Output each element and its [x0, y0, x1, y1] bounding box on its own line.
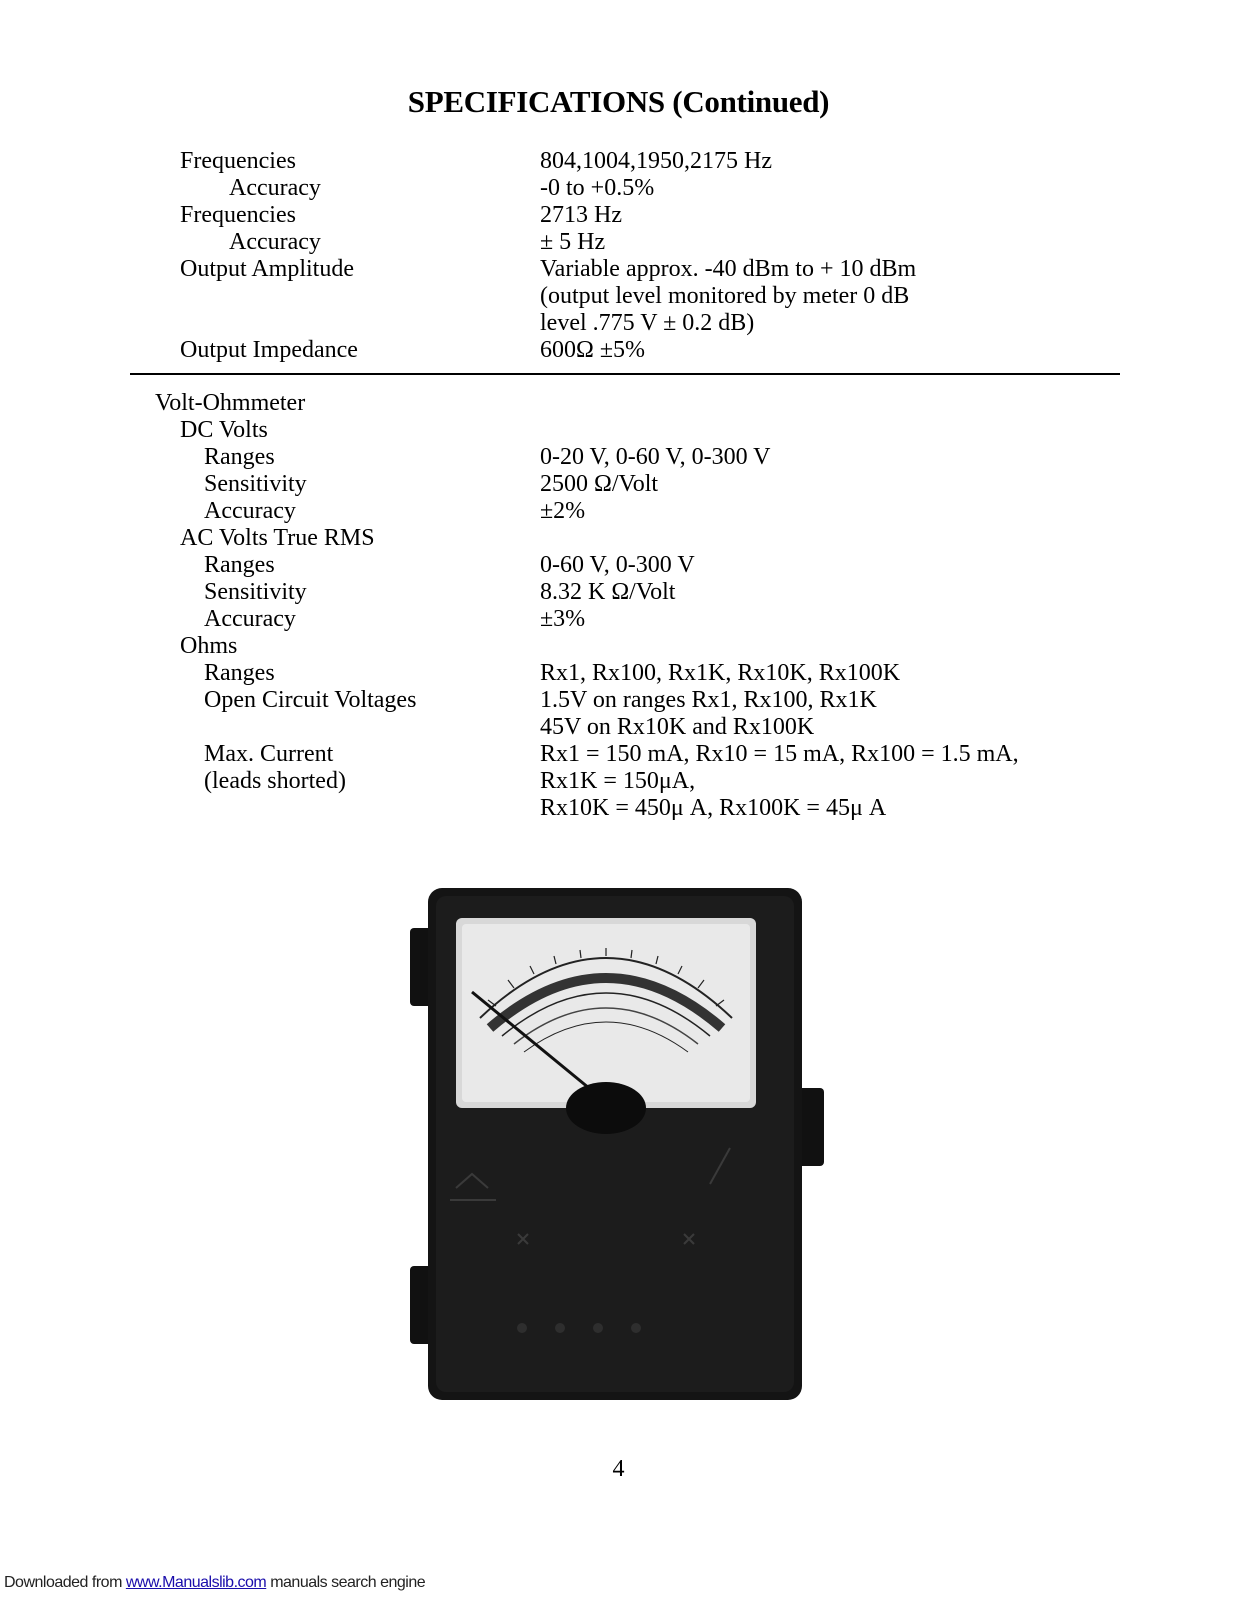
- spec-value: -0 to +0.5%: [540, 175, 655, 201]
- subsection-heading: DC Volts: [180, 417, 268, 443]
- section-heading: Volt-Ohmmeter: [155, 390, 306, 416]
- footer: [4, 1574, 425, 1592]
- spec-label: Accuracy: [204, 498, 296, 524]
- spec-label: Accuracy: [204, 606, 296, 632]
- spec-value: 600Ω ±5%: [540, 337, 645, 363]
- spec-label: Ranges: [204, 552, 275, 578]
- spec-value: 8.32 K Ω/Volt: [540, 579, 676, 605]
- subsection-heading: Ohms: [180, 633, 238, 659]
- pivot-cover: [566, 1082, 646, 1134]
- spec-value: 2500 Ω/Volt: [540, 471, 659, 497]
- spec-label: Sensitivity: [204, 471, 307, 497]
- spec-value: ± 5 Hz: [540, 229, 606, 255]
- spec-value: (output level monitored by meter 0 dB: [540, 283, 910, 309]
- page-number: 4: [612, 1456, 625, 1482]
- spec-label: Frequencies: [180, 202, 296, 228]
- spec-label: Accuracy: [229, 229, 321, 255]
- spec-value: 0-60 V, 0-300 V: [540, 552, 695, 578]
- spec-value: Rx1K = 150μA,: [540, 768, 696, 794]
- spec-label: Accuracy: [229, 175, 321, 201]
- spec-value: Rx1, Rx100, Rx1K, Rx10K, Rx100K: [540, 660, 901, 686]
- spec-value: 0-20 V, 0-60 V, 0-300 V: [540, 444, 771, 470]
- footer-link[interactable]: www.Manualslib.com: [125, 1574, 267, 1591]
- footer-prefix: Downloaded from: [4, 1574, 122, 1591]
- page-title: SPECIFICATIONS (Continued): [407, 84, 830, 119]
- spec-label: Sensitivity: [204, 579, 307, 605]
- spec-value: 2713 Hz: [540, 202, 622, 228]
- spec-value: 804,1004,1950,2175 Hz: [540, 148, 772, 174]
- spec-label: Max. Current: [204, 741, 334, 767]
- spec-label: (leads shorted): [204, 768, 346, 794]
- spec-label: Open Circuit Voltages: [204, 687, 417, 713]
- meter-photo: [410, 888, 830, 1408]
- subsection-heading: AC Volts True RMS: [180, 525, 375, 551]
- spec-value: 45V on Rx10K and Rx100K: [540, 714, 815, 740]
- spec-value: level .775 V ± 0.2 dB): [540, 310, 755, 336]
- spec-value: ±3%: [540, 606, 586, 632]
- spec-label: Ranges: [204, 660, 275, 686]
- spec-label: Output Amplitude: [180, 256, 354, 282]
- spec-value: 1.5V on ranges Rx1, Rx100, Rx1K: [540, 687, 877, 713]
- spec-value: Variable approx. -40 dBm to + 10 dBm: [540, 256, 917, 282]
- footer-suffix: manuals search engine: [270, 1574, 426, 1591]
- spec-label: Ranges: [204, 444, 275, 470]
- spec-value: Rx1 = 150 mA, Rx10 = 15 mA, Rx100 = 1.5 mA,: [540, 741, 1019, 767]
- spec-value: Rx10K = 450μ A, Rx100K = 45μ A: [540, 795, 887, 821]
- spec-label: Frequencies: [180, 148, 296, 174]
- section-divider: [130, 373, 1120, 375]
- spec-label: Output Impedance: [180, 337, 358, 363]
- spec-value: ±2%: [540, 498, 586, 524]
